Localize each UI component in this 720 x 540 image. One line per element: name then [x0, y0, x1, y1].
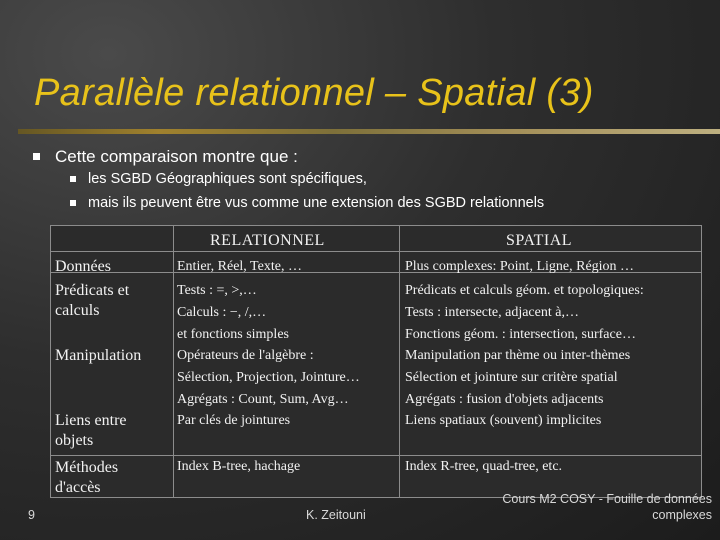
spatial-cell: Manipulation par thème ou inter-thèmes — [405, 348, 631, 363]
bullet-square-icon — [70, 176, 76, 182]
relationnel-cell: Sélection, Projection, Jointure… — [177, 370, 360, 385]
relationnel-cell: et fonctions simples — [177, 327, 289, 342]
sub-bullet-text: mais ils peuvent être vus comme une extension des SGBD relationnels — [88, 195, 545, 211]
relationnel-cell: Opérateurs de l'algèbre : — [177, 348, 314, 363]
footer-author: K. Zeitouni — [306, 508, 366, 522]
table-border — [50, 225, 702, 226]
relationnel-cell: Calculs : −, /,… — [177, 305, 267, 320]
table-line — [50, 251, 702, 252]
footer-course-line1: Cours M2 COSY - Fouille de données — [502, 492, 712, 506]
table-line — [50, 455, 702, 456]
spatial-cell: Index R-tree, quad-tree, etc. — [405, 459, 563, 474]
main-bullet-text: Cette comparaison montre que : — [55, 147, 298, 166]
row-label-donnees: Données — [55, 258, 111, 275]
spatial-cell: Tests : intersecte, adjacent à,… — [405, 305, 579, 320]
footer-course — [502, 492, 712, 523]
comparison-table — [50, 225, 702, 498]
header-relationnel: RELATIONNEL — [210, 232, 325, 249]
page-number: 9 — [28, 508, 35, 522]
bullet-square-icon — [33, 153, 40, 160]
spatial-cell: Plus complexes: Point, Ligne, Région … — [405, 259, 635, 274]
title-divider — [18, 129, 720, 134]
spatial-cell: Liens spatiaux (souvent) implicites — [405, 413, 602, 428]
sub-bullet-text: les SGBD Géographiques sont spécifiques, — [88, 171, 367, 187]
row-label-predicats: Prédicats et calculs — [55, 282, 130, 319]
table-border — [701, 225, 702, 498]
table-line — [173, 225, 174, 498]
spatial-cell: Fonctions géom. : intersection, surface… — [405, 327, 636, 342]
spatial-cell: Agrégats : fusion d'objets adjacents — [405, 392, 604, 407]
relationnel-cell: Par clés de jointures — [177, 413, 291, 428]
row-label-manipulation: Manipulation — [55, 347, 142, 364]
relationnel-cell: Tests : =, >,… — [177, 283, 257, 298]
spatial-cell: Prédicats et calculs géom. et topologiques: — [405, 283, 644, 298]
header-spatial: SPATIAL — [506, 232, 573, 249]
spatial-cell: Sélection et jointure sur critère spatial — [405, 370, 618, 385]
relationnel-cell: Entier, Réel, Texte, … — [177, 259, 302, 274]
table-line — [399, 225, 400, 498]
slide-title: Parallèle relationnel – Spatial (3) — [34, 72, 594, 114]
table-border — [50, 225, 51, 498]
row-label-methodes: Méthodes d'accès — [55, 459, 119, 496]
row-label-liens: Liens entre objets — [55, 412, 127, 449]
footer-course-line2: complexes — [652, 507, 712, 522]
relationnel-cell: Index B-tree, hachage — [177, 459, 301, 474]
bullet-square-icon — [70, 200, 76, 206]
relationnel-cell: Agrégats : Count, Sum, Avg… — [177, 392, 349, 407]
